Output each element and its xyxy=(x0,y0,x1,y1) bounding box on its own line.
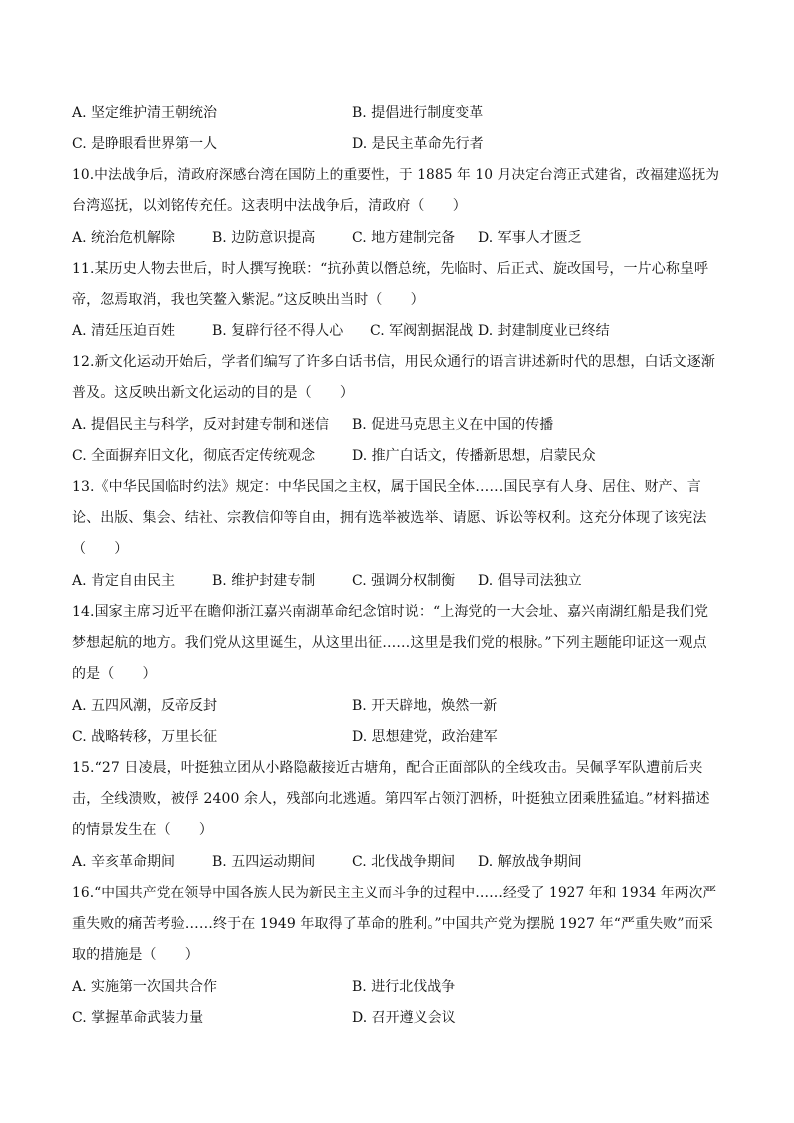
q12-option-c: C. 全面摒弃旧文化，彻底否定传统观念 xyxy=(72,448,316,464)
q13-option-d: D. 倡导司法独立 xyxy=(478,573,582,589)
q14-option-d: D. 思想建党，政治建军 xyxy=(352,729,498,745)
q14-stem-line-2: 梦想起航的地方。我们党从这里诞生，从这里出征……这里是我们党的根脉。”下列主题能印证这一观点 xyxy=(72,635,707,651)
q16-stem-line-1: 16.“中国共产党在领导中国各族人民为新民主主义而斗争的过程中……经受了 1927 年和 1934 年两次严 xyxy=(72,885,717,901)
q13-stem-line-1: 13.《中华民国临时约法》规定：中华民国之主权，属于国民全体……国民享有人身、居住、财产、言 xyxy=(72,479,701,495)
q16-option-d: D. 召开遵义会议 xyxy=(352,1010,456,1026)
q14-option-b: B. 开天辟地，焕然一新 xyxy=(352,698,498,714)
q9-option-c: C. 是睁眼看世界第一人 xyxy=(72,136,218,152)
q15-stem-line-3: 的情景发生在（ ） xyxy=(72,822,213,838)
q13-stem-line-3: （ ） xyxy=(72,541,129,557)
q11-option-a: A. 清廷压迫百姓 xyxy=(72,323,176,339)
q16-option-a: A. 实施第一次国共合作 xyxy=(72,979,218,995)
q11-option-c: C. 军阀割据混战 xyxy=(370,323,474,339)
q15-stem-line-1: 15.“27 日凌晨，叶挺独立团从小路隐蔽接近古塘角，配合正面部队的全线攻击。吴佩孚军队遭前后夹 xyxy=(72,760,703,776)
q10-stem-line-2: 台湾巡抚，以刘铭传充任。这表明中法战争后，清政府（ ） xyxy=(72,198,467,214)
q15-stem-line-2: 击，全线溃败，被俘 2400 余人，残部向北逃遁。第四军占领汀泗桥，叶挺独立团乘胜猛追。”材料描述 xyxy=(72,791,710,807)
q9-option-a: A. 坚定维护清王朝统治 xyxy=(72,105,218,121)
q14-stem-line-3: 的是（ ） xyxy=(72,666,157,682)
q12-stem-line-2: 普及。这反映出新文化运动的目的是（ ） xyxy=(72,385,354,401)
q14-stem-line-1: 14.国家主席习近平在瞻仰浙江嘉兴南湖革命纪念馆时说：“上海党的一大会址、嘉兴南湖红船是我们党 xyxy=(72,604,709,620)
q13-option-a: A. 肯定自由民主 xyxy=(72,573,176,589)
q10-option-c: C. 地方建制完备 xyxy=(352,230,456,246)
q12-option-a: A. 提倡民主与科学，反对封建专制和迷信 xyxy=(72,417,330,433)
q9-option-d: D. 是民主革命先行者 xyxy=(352,136,484,152)
q15-option-a: A. 辛亥革命期间 xyxy=(72,854,176,870)
q16-option-c: C. 掌握革命武装力量 xyxy=(72,1010,204,1026)
q10-option-a: A. 统治危机解除 xyxy=(72,230,176,246)
q12-option-b: B. 促进马克思主义在中国的传播 xyxy=(352,417,554,433)
q15-option-c: C. 北伐战争期间 xyxy=(352,854,456,870)
q15-option-b: B. 五四运动期间 xyxy=(212,854,316,870)
q10-option-b: B. 边防意识提高 xyxy=(212,230,316,246)
q11-option-b: B. 复辟行径不得人心 xyxy=(212,323,344,339)
q11-stem-line-2: 帝，忽焉取消，我也笑鳌入紫泥。”这反映出当时（ ） xyxy=(72,292,425,308)
q16-option-b: B. 进行北伐战争 xyxy=(352,979,456,995)
q13-option-c: C. 强调分权制衡 xyxy=(352,573,456,589)
q13-option-b: B. 维护封建专制 xyxy=(212,573,316,589)
q12-option-d: D. 推广白话文，传播新思想，启蒙民众 xyxy=(352,448,596,464)
q11-stem-line-1: 11.某历史人物去世后，时人撰写挽联：“抗孙黄以僭总统，先临时、后正式、旋改国号，一片心称皇呼 xyxy=(72,261,709,277)
q16-stem-line-3: 取的措施是（ ） xyxy=(72,947,199,963)
q16-stem-line-2: 重失败的痛苦考验……终于在 1949 年取得了革命的胜利。”中国共产党为摆脱 1927 年“严重失败”而采 xyxy=(72,916,713,932)
q11-option-d: D. 封建制度业已终结 xyxy=(478,323,610,339)
q13-stem-line-2: 论、出版、集会、结社、宗教信仰等自由，拥有选举被选举、请愿、诉讼等权利。这充分体现了该宪法 xyxy=(72,510,707,526)
q12-stem-line-1: 12.新文化运动开始后，学者们编写了许多白话书信，用民众通行的语言讲述新时代的思想，白话文逐渐 xyxy=(72,354,715,370)
q14-option-c: C. 战略转移，万里长征 xyxy=(72,729,218,745)
q14-option-a: A. 五四风潮，反帝反封 xyxy=(72,698,218,714)
q15-option-d: D. 解放战争期间 xyxy=(478,854,582,870)
q10-stem-line-1: 10.中法战争后，清政府深感台湾在国防上的重要性，于 1885 年 10 月决定台湾正式建省，改福建巡抚为 xyxy=(72,167,720,183)
q10-option-d: D. 军事人才匮乏 xyxy=(478,230,582,246)
q9-option-b: B. 提倡进行制度变革 xyxy=(352,105,484,121)
